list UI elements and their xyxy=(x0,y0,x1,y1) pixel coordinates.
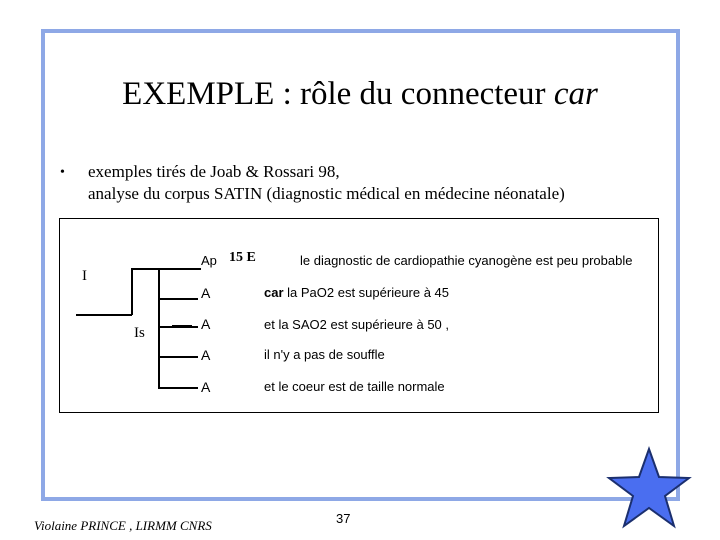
title-main: EXEMPLE : rôle du connecteur xyxy=(122,76,554,112)
bullet-line-1: exemples tirés de Joab & Rossari 98, xyxy=(88,162,340,181)
label-is: Is xyxy=(134,325,145,341)
row-1-text xyxy=(264,285,449,300)
star-icon xyxy=(606,446,692,530)
ap-label: Ap xyxy=(201,253,217,268)
star-shape xyxy=(609,449,689,526)
footer-author: Violaine PRINCE , LIRMM CNRS xyxy=(34,518,212,533)
bullet-line-2: analyse du corpus SATIN (diagnostic médical en médecine néonatale) xyxy=(88,184,565,203)
tree-line-branch-4 xyxy=(158,387,198,389)
tree-line-i-horizontal xyxy=(76,314,132,316)
tree-line-branch-1 xyxy=(158,298,198,300)
row-3-node: A xyxy=(201,347,211,363)
tree-line-branch-3 xyxy=(158,356,198,358)
row-1-connector: car xyxy=(264,285,284,300)
tree-line-branch-2-thick xyxy=(172,325,192,328)
row-4-node: A xyxy=(201,379,211,395)
tree-line-top-horizontal xyxy=(131,268,201,270)
ap-code: 15 E xyxy=(229,250,256,265)
title-italic: car xyxy=(553,76,598,112)
row-1-sentence: la PaO2 est supérieure à 45 xyxy=(283,285,450,300)
tree-line-is-vertical xyxy=(158,268,160,387)
row-2-node: A xyxy=(201,316,211,332)
ap-text: le diagnostic de cardiopathie cyanogène est peu probable xyxy=(300,253,633,268)
slide-title xyxy=(0,74,720,114)
bullet-text xyxy=(88,161,565,205)
label-i: I xyxy=(82,268,87,284)
bullet-marker: • xyxy=(60,165,65,180)
page-number: 37 xyxy=(336,511,351,526)
row-3-text: il n'y a pas de souffle xyxy=(264,347,385,362)
row-4-text: et le coeur est de taille normale xyxy=(264,379,445,394)
row-1-node: A xyxy=(201,285,211,301)
tree-line-i-vertical xyxy=(131,268,133,315)
row-2-text: et la SAO2 est supérieure à 50 , xyxy=(264,317,449,332)
